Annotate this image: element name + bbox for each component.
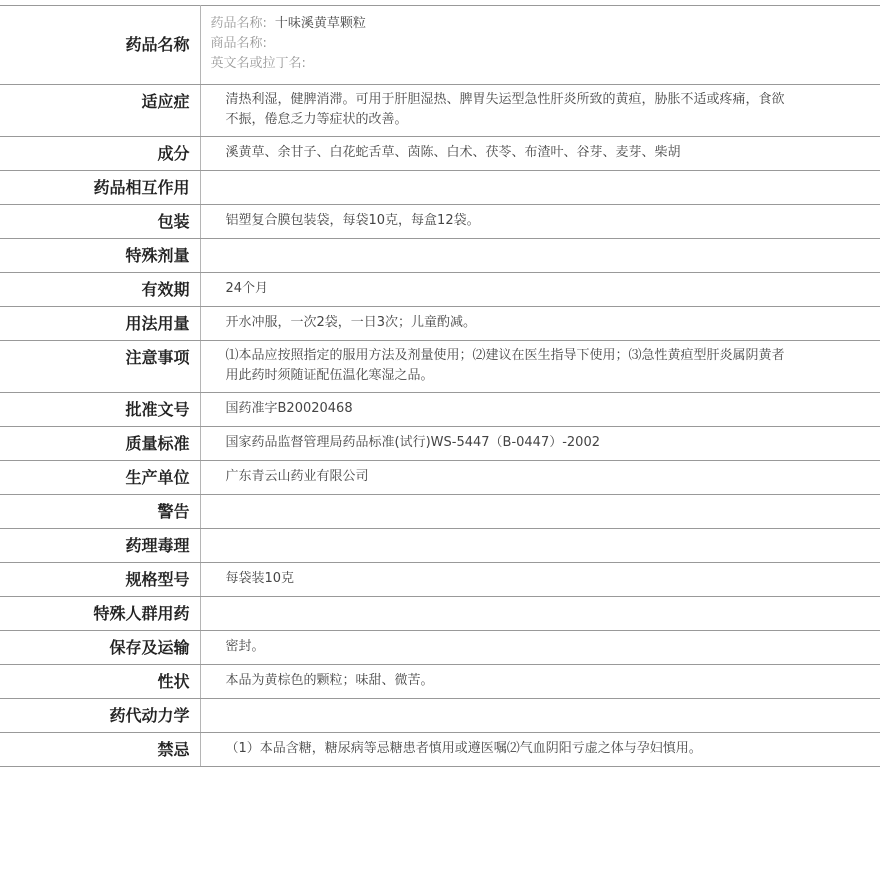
row-value: 开水冲服，一次2袋，一日3次；儿童酌减。: [200, 307, 880, 341]
row-label: 药品名称: [0, 6, 200, 85]
row-value: 密封。: [200, 631, 880, 665]
info-row: [0, 307, 880, 341]
info-row: [0, 665, 880, 699]
row-value: 国药准字B20020468: [200, 393, 880, 427]
info-row: [0, 6, 880, 85]
info-row: [0, 461, 880, 495]
name-value: 十味溪黄草颗粒: [274, 16, 366, 31]
row-label: 适应症: [0, 85, 200, 137]
row-value: 国家药品监督管理局药品标准(试行)WS-5447（B-0447）-2002: [200, 427, 880, 461]
drug-info-table: [0, 5, 880, 767]
info-row: [0, 495, 880, 529]
info-row: [0, 699, 880, 733]
row-value: 铝塑复合膜包装袋，每袋10克，每盒12袋。: [200, 205, 880, 239]
name-key: 英文名或拉丁名:: [210, 56, 306, 71]
row-label: 用法用量: [0, 307, 200, 341]
row-label: 规格型号: [0, 563, 200, 597]
row-value: [200, 6, 880, 85]
row-value: [200, 529, 880, 563]
row-value: 24个月: [200, 273, 880, 307]
info-row: [0, 171, 880, 205]
row-label: 药理毒理: [0, 529, 200, 563]
name-key: 药品名称:: [210, 16, 267, 31]
row-value: [200, 597, 880, 631]
row-label: 有效期: [0, 273, 200, 307]
name-key: 商品名称:: [210, 36, 267, 51]
name-line: [211, 54, 871, 74]
info-row: [0, 341, 880, 393]
info-row: [0, 631, 880, 665]
info-row: [0, 597, 880, 631]
info-row: [0, 137, 880, 171]
row-value: （1）本品含糖，糖尿病等忌糖患者慎用或遵医嘱⑵气血阴阳亏虚之体与孕妇慎用。: [200, 733, 880, 767]
row-label: 特殊人群用药: [0, 597, 200, 631]
info-row: [0, 85, 880, 137]
row-value: ⑴本品应按照指定的服用方法及剂量使用；⑵建议在医生指导下使用；⑶急性黄疸型肝炎属阴黄者用此药时须随证配伍温化寒湿之品。: [200, 341, 880, 393]
info-row: [0, 273, 880, 307]
info-row: [0, 427, 880, 461]
row-value: 清热利湿，健脾消滞。可用于肝胆湿热、脾胃失运型急性肝炎所致的黄疸，胁胀不适或疼痛，食欲不振，倦怠乏力等症状的改善。: [200, 85, 880, 137]
row-value: 本品为黄棕色的颗粒；味甜、微苦。: [200, 665, 880, 699]
drug-info-body: [0, 6, 880, 767]
row-label: 生产单位: [0, 461, 200, 495]
row-value: [200, 495, 880, 529]
row-label: 注意事项: [0, 341, 200, 393]
row-value: 广东青云山药业有限公司: [200, 461, 880, 495]
info-row: [0, 393, 880, 427]
row-label: 性状: [0, 665, 200, 699]
row-value: 每袋装10克: [200, 563, 880, 597]
row-label: 特殊剂量: [0, 239, 200, 273]
row-label: 警告: [0, 495, 200, 529]
row-label: 药代动力学: [0, 699, 200, 733]
row-label: 批准文号: [0, 393, 200, 427]
name-line: [211, 34, 871, 54]
info-row: [0, 529, 880, 563]
row-value: [200, 171, 880, 205]
info-row: [0, 733, 880, 767]
row-label: 药品相互作用: [0, 171, 200, 205]
row-value: [200, 699, 880, 733]
row-label: 质量标准: [0, 427, 200, 461]
row-value: 溪黄草、余甘子、白花蛇舌草、茵陈、白术、茯苓、布渣叶、谷芽、麦芽、柴胡: [200, 137, 880, 171]
row-label: 禁忌: [0, 733, 200, 767]
info-row: [0, 205, 880, 239]
row-label: 包装: [0, 205, 200, 239]
row-label: 保存及运输: [0, 631, 200, 665]
info-row: [0, 563, 880, 597]
info-row: [0, 239, 880, 273]
row-value: [200, 239, 880, 273]
name-line: [211, 14, 871, 34]
row-label: 成分: [0, 137, 200, 171]
